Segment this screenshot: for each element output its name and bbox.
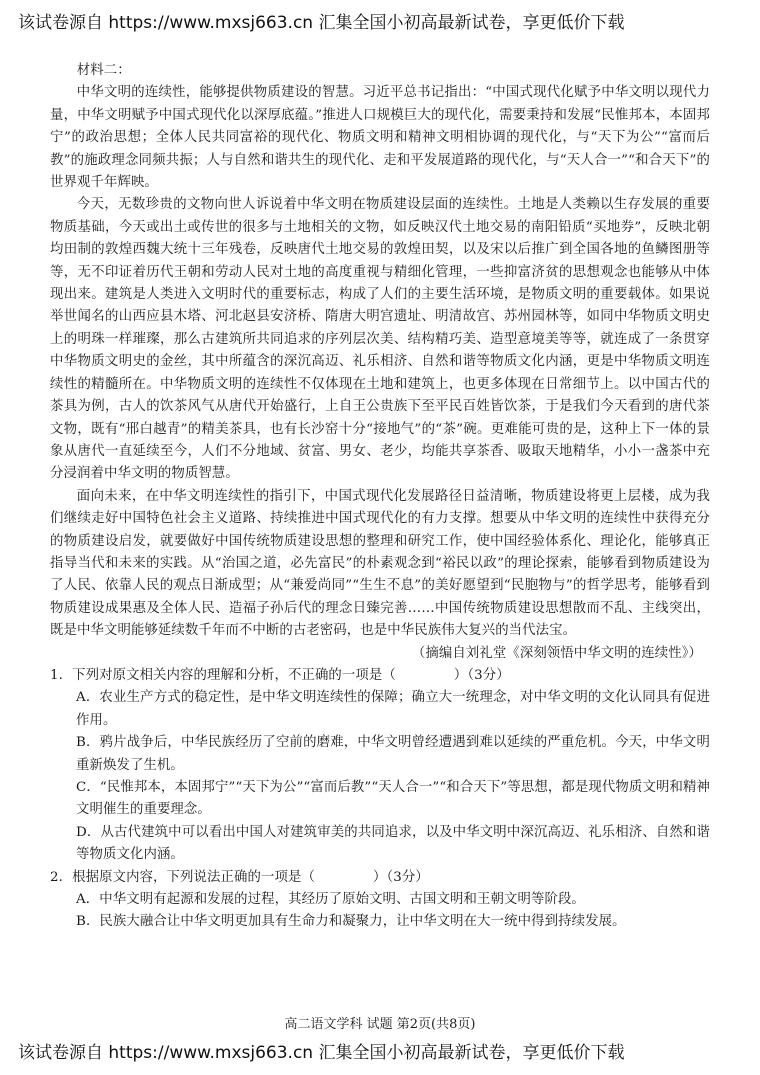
question-1-stem-after: ）（3分） [453, 667, 510, 683]
source-citation: （摘编自刘礼堂《深刻领悟中华文明的连续性》） [411, 645, 702, 661]
question-1-option-a: A．农业生产方式的稳定性，是中华文明连续性的保障；确立大一统理念，对中华文明的文化认同具有促进作用。 [76, 690, 710, 728]
top-banner: 该试卷源自 https://www.mxsj663.cn 汇集全国小初高最新试卷，享更低价下载 [18, 13, 625, 33]
question-1-option-b: B．鸦片战争后，中华民族经历了空前的磨难，中华文明曾经遭遇到难以延续的严重危机。今天，中华文明重新焕发了生机。 [76, 735, 710, 773]
material-label: 材料二： [76, 63, 131, 78]
question-2-option-a: A．中华文明有起源和发展的过程，其经历了原始文明、古国文明和王朝文明等阶段。 [76, 892, 585, 908]
question-2-stem [50, 867, 710, 889]
question-1-option-d: D．从古代建筑中可以看出中国人对建筑审美的共同追求，以及中华文明中深沉高迈、礼乐相济、自然和谐等物质文化内涵。 [76, 824, 710, 863]
paragraph-1: 中华文明的连续性，能够提供物质建设的智慧。习近平总书记指出：“中国式现代化赋予中华文明以现代力量，中华文明赋予中国式现代化以深厚底蕴。”推进人口规模巨大的现代化，需要秉持和发展“民惟邦本，本固邦宁”的政治思想；全体人民共同富裕的现代化、物质文明和精神文明相协调的现代化，与“天下为公”“富而后教”的施政理念同频共振；人与自然和谐共生的现代化、走和平发展道路的现代化，与“天人合一”“和合天下”的世界观千年辉映。 [50, 85, 710, 191]
question-1-stem-before: 1．下列对原文相关内容的理解和分析，不正确的一项是（ [50, 667, 396, 683]
question-2-option-b: B．民族大融合让中华文明更加具有生命力和凝聚力，让中华文明在大一统中得到持续发展。 [76, 914, 626, 930]
paragraph-2: 今天，无数珍贵的文物向世人诉说着中华文明在物质建设层面的连续性。土地是人类赖以生存发展的重要物质基础，今天或出土或传世的很多与土地相关的文物，如反映汉代土地交易的南阳铅质“买地券”，反映北朝均田制的敦煌西魏大统十三年残卷，反映唐代土地交易的敦煌田契，以及宋以后推广到全国各地的鱼鳞图册等等，无不印证着历代王朝和劳动人民对土地的高度重视与精细化管理，一些抑富济贫的思想观念也能够从中体现出来。建筑是人类进入文明时代的重要标志，构成了人们的主要生活环境，是物质文明的重要载体。如果说举世闻名的山西应县木塔、河北赵县安济桥、隋唐大明宫遗址、明清故宫、苏州园林等，如同中华物质文明史上的明珠一样璀璨，那么古建筑所共同追求的序列层次美、结构精巧美、造型意境美等等，就连成了一条贯穿中华物质文明史的金丝，其中所蕴含的深沉高迈、礼乐相济、自然和谐等物质文化内涵，更是中华物质文明连续性的精髓所在。中华物质文明的连续性不仅体现在土地和建筑上，也更多体现在日常细节上。以中国古代的茶具为例，古人的饮茶风气从唐代开始盛行，上自王公贵族下至平民百姓皆饮茶，于是我们今天看到的唐代茶文物，既有“邢白越青”的精美茶具，也有长沙窑十分“接地气”的“茶”碗。更难能可贵的是，这种上下一体的景象从唐代一直延续至今，人们不分地域、贫富、男女、老少，均能共享茶香、吸取天地精华，小小一盏茶中充分浸润着中华文明的物质智慧。 [50, 197, 710, 482]
bottom-banner: 该试卷源自 https://www.mxsj663.cn 汇集全国小初高最新试卷，享更低价下载 [18, 1043, 625, 1063]
question-1-option-c: C．“民惟邦本，本固邦宁”“天下为公”“富而后教”“天人合一”“和合天下”等思想，都是现代物质文明和精神文明催生的重要理念。 [76, 780, 710, 818]
document-body [50, 60, 710, 934]
page-footer: 高二语文学科 试题 第2页(共8页) [284, 1017, 476, 1032]
question-2-stem-after: ）（3分） [372, 869, 429, 885]
question-2-stem-before: 2．根据原文内容，下列说法正确的一项是（ [50, 869, 315, 885]
paragraph-3: 面向未来，在中华文明连续性的指引下，中国式现代化发展路径日益清晰，物质建设将更上层楼，成为我们继续走好中国特色社会主义道路、持续推进中国式现代化的有力支撑。想要从中华文明的连续性中获得充分的物质建设启发，就要做好中国传统物质建设思想的整理和研究工作，使中国经验体系化、理论化，能够真正指导当代和未来的实践。从“治国之道，必先富民”的朴素观念到“裕民以政”的理论探索，能够看到物质建设为了人民、依靠人民的观点日渐成型；从“兼爱尚同”“生生不息”的美好愿望到“民胞物与”的哲学思考，能够看到物质建设成果惠及全体人民、造福子孙后代的理念日臻完善……中国传统物质建设思想散而不乱、主线突出，既是中华文明能够延续数千年而不中断的古老密码，也是中华民族伟大复兴的当代法宝。 [50, 488, 710, 639]
question-1-stem [50, 665, 710, 687]
